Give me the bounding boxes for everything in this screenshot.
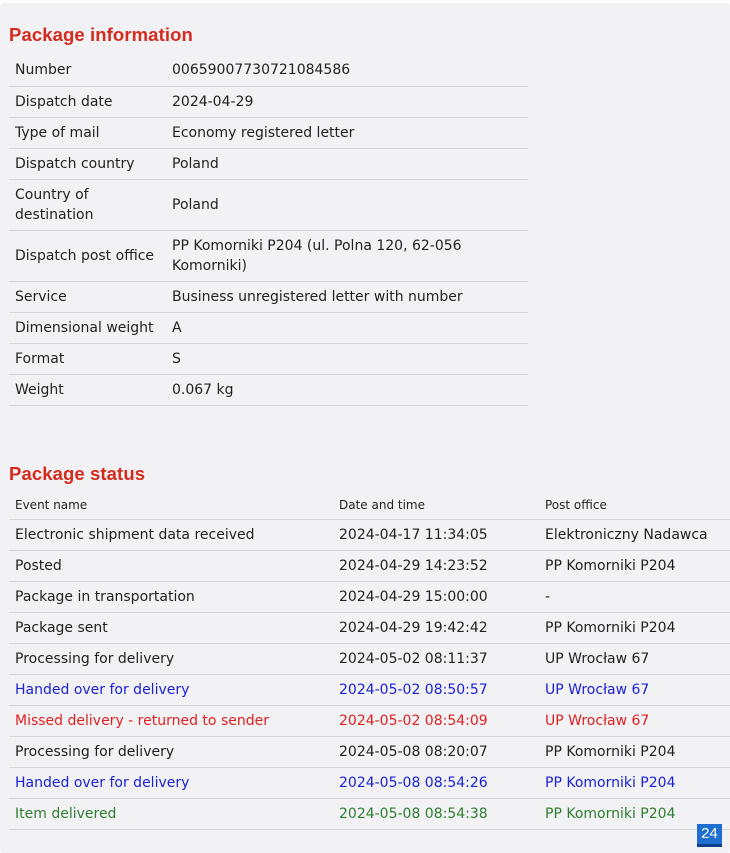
info-row-dimensional-weight	[9, 312, 528, 343]
info-row-dispatch-date	[9, 86, 528, 117]
info-value: Economy registered letter	[166, 117, 528, 148]
status-row	[9, 551, 730, 582]
status-row	[9, 737, 730, 768]
info-value: Poland	[166, 179, 528, 230]
info-row-dispatch-country	[9, 148, 528, 179]
event-office: UP Wrocław 67	[539, 644, 730, 675]
event-datetime: 2024-05-02 08:11:37	[333, 644, 539, 675]
package-information-title: Package information	[9, 24, 193, 45]
event-office: PP Komorniki P204	[539, 551, 730, 582]
status-row	[9, 520, 730, 551]
event-office: PP Komorniki P204	[539, 768, 730, 799]
info-label: Service	[9, 281, 166, 312]
event-name: Handed over for delivery	[9, 768, 333, 799]
package-status-table	[9, 491, 730, 830]
info-row-dispatch-post-office	[9, 230, 528, 281]
event-name: Posted	[9, 551, 333, 582]
info-label: Number	[9, 55, 166, 86]
info-label: Type of mail	[9, 117, 166, 148]
package-status-title: Package status	[9, 463, 146, 484]
info-label: Dimensional weight	[9, 312, 166, 343]
event-name: Processing for delivery	[9, 737, 333, 768]
column-header-office: Post office	[539, 491, 730, 520]
info-label: Format	[9, 343, 166, 374]
event-name: Handed over for delivery	[9, 675, 333, 706]
event-office: PP Komorniki P204	[539, 737, 730, 768]
status-row	[9, 644, 730, 675]
event-office: UP Wrocław 67	[539, 675, 730, 706]
event-office: PP Komorniki P204	[539, 613, 730, 644]
status-header-row	[9, 491, 730, 520]
info-value: Poland	[166, 148, 528, 179]
event-name: Processing for delivery	[9, 644, 333, 675]
event-datetime: 2024-05-02 08:50:57	[333, 675, 539, 706]
event-office: -	[539, 582, 730, 613]
info-value: 00659007730721084586	[166, 55, 528, 86]
info-value: Business unregistered letter with number	[166, 281, 528, 312]
column-header-event: Event name	[9, 491, 333, 520]
info-label: Weight	[9, 374, 166, 405]
event-name: Electronic shipment data received	[9, 520, 333, 551]
info-label: Dispatch post office	[9, 230, 166, 281]
event-datetime: 2024-04-29 19:42:42	[333, 613, 539, 644]
column-header-datetime: Date and time	[333, 491, 539, 520]
info-row-weight	[9, 374, 528, 405]
page-badge[interactable]: 24	[697, 824, 722, 847]
event-datetime: 2024-04-17 11:34:05	[333, 520, 539, 551]
status-row	[9, 613, 730, 644]
event-datetime: 2024-05-02 08:54:09	[333, 706, 539, 737]
info-value: PP Komorniki P204 (ul. Polna 120, 62-056 Komorniki)	[166, 230, 528, 281]
event-datetime: 2024-05-08 08:20:07	[333, 737, 539, 768]
event-name: Missed delivery - returned to sender	[9, 706, 333, 737]
info-row-type-of-mail	[9, 117, 528, 148]
info-label: Country of destination	[9, 179, 166, 230]
info-value: 2024-04-29	[166, 86, 528, 117]
info-row-service	[9, 281, 528, 312]
event-datetime: 2024-05-08 08:54:26	[333, 768, 539, 799]
package-information-table	[9, 55, 528, 406]
info-row-format	[9, 343, 528, 374]
status-row	[9, 706, 730, 737]
event-datetime: 2024-04-29 14:23:52	[333, 551, 539, 582]
status-row	[9, 675, 730, 706]
event-datetime: 2024-04-29 15:00:00	[333, 582, 539, 613]
info-row-number	[9, 55, 528, 86]
info-label: Dispatch country	[9, 148, 166, 179]
status-row	[9, 799, 730, 830]
tracking-panel	[0, 3, 730, 853]
info-label: Dispatch date	[9, 86, 166, 117]
event-name: Item delivered	[9, 799, 333, 830]
status-row	[9, 768, 730, 799]
info-value: 0.067 kg	[166, 374, 528, 405]
event-name: Package sent	[9, 613, 333, 644]
info-value: A	[166, 312, 528, 343]
event-office: Elektroniczny Nadawca	[539, 520, 730, 551]
status-row	[9, 582, 730, 613]
info-value: S	[166, 343, 528, 374]
event-datetime: 2024-05-08 08:54:38	[333, 799, 539, 830]
event-name: Package in transportation	[9, 582, 333, 613]
info-row-country-of-destination	[9, 179, 528, 230]
event-office: UP Wrocław 67	[539, 706, 730, 737]
event-office: PP Komorniki P204	[539, 799, 730, 830]
